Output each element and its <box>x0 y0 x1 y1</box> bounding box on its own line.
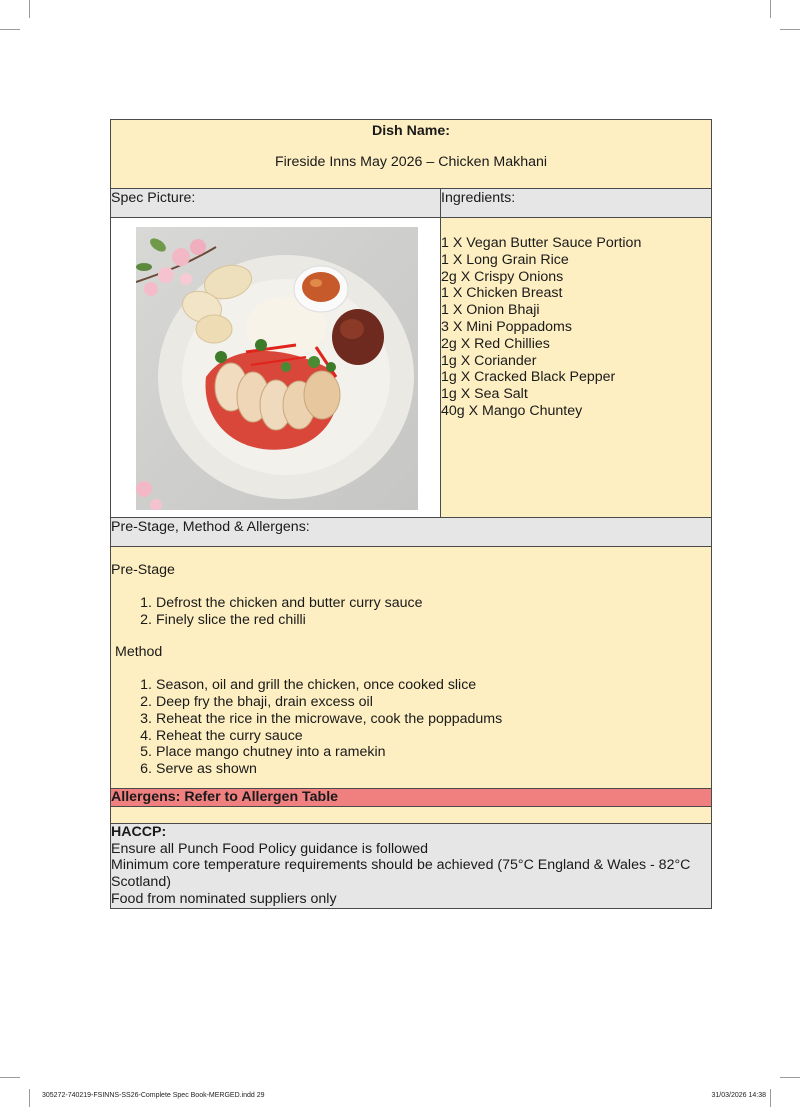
crop-mark <box>780 1077 800 1078</box>
spec-sheet <box>110 119 712 909</box>
ingredients-list <box>441 235 711 420</box>
method-step: 6. Serve as shown <box>140 761 257 778</box>
prestage-step: 1. Defrost the chicken and butter curry sauce <box>140 594 423 611</box>
blank-row <box>111 806 712 823</box>
spec-picture-header: Spec Picture: <box>111 189 441 218</box>
ingredient-item: 1g X Coriander <box>441 352 537 369</box>
crop-mark <box>770 0 771 18</box>
method-step: 5. Place mango chutney into a ramekin <box>140 744 386 761</box>
crop-mark <box>0 1077 20 1078</box>
ingredients-cell <box>441 218 712 518</box>
haccp-cell <box>111 823 712 908</box>
crop-mark <box>29 0 30 18</box>
ingredient-item: 2g X Red Chillies <box>441 335 550 352</box>
haccp-title: HACCP: <box>111 823 167 840</box>
ingredient-item: 1g X Cracked Black Pepper <box>441 369 616 386</box>
crop-mark <box>770 1089 771 1107</box>
spec-picture-cell <box>111 218 441 518</box>
haccp-line: Ensure all Punch Food Policy guidance is followed <box>111 840 429 857</box>
prestage-list <box>134 595 711 629</box>
ingredient-item: 1 X Vegan Butter Sauce Portion <box>441 235 642 251</box>
ingredient-item: 40g X Mango Chuntey <box>441 402 583 419</box>
method-list <box>134 677 711 778</box>
ingredient-item: 3 X Mini Poppadoms <box>441 318 572 335</box>
crop-mark <box>780 29 800 30</box>
dish-name: Fireside Inns May 2026 – Chicken Makhani <box>274 154 548 170</box>
ingredient-item: 1 X Long Grain Rice <box>441 251 569 268</box>
dish-title-label: Dish Name: <box>371 123 451 139</box>
ramekin <box>294 266 348 312</box>
ingredients-header: Ingredients: <box>441 189 712 218</box>
method-step: 1. Season, oil and grill the chicken, once cooked slice <box>140 677 477 694</box>
ingredient-item: 1g X Sea Salt <box>441 386 528 403</box>
method-step: 4. Reheat the curry sauce <box>140 727 303 744</box>
footer-date: 31/03/2026 14:38 <box>711 1092 766 1099</box>
crop-mark <box>29 1089 30 1107</box>
footer-file: 305272-740219-FSINNS-SS26-Complete Spec Book-MERGED.indd 29 <box>42 1092 265 1099</box>
crop-mark <box>0 29 20 30</box>
method-step: 3. Reheat the rice in the microwave, cook the poppadums <box>140 710 503 727</box>
ingredient-item: 1 X Onion Bhaji <box>441 302 540 319</box>
method-header: Pre-Stage, Method & Allergens: <box>111 518 712 547</box>
prestage-title: Pre-Stage <box>111 562 175 578</box>
haccp-line: Minimum core temperature requirements should be achieved (75°C England & Wales - 82°C Scotland) <box>111 857 691 891</box>
dish-header <box>111 120 712 189</box>
blossom-decoration <box>136 481 162 510</box>
haccp-line: Food from nominated suppliers only <box>111 890 337 907</box>
method-title: Method <box>115 644 163 661</box>
ingredient-item: 2g X Crispy Onions <box>441 268 564 285</box>
dish-photo <box>136 227 418 510</box>
prestage-step: 2. Finely slice the red chilli <box>140 611 306 628</box>
method-cell <box>111 547 712 789</box>
allergens-row: Allergens: Refer to Allergen Table <box>111 788 712 806</box>
ingredient-item: 1 X Chicken Breast <box>441 285 563 302</box>
method-step: 2. Deep fry the bhaji, drain excess oil <box>140 693 373 710</box>
